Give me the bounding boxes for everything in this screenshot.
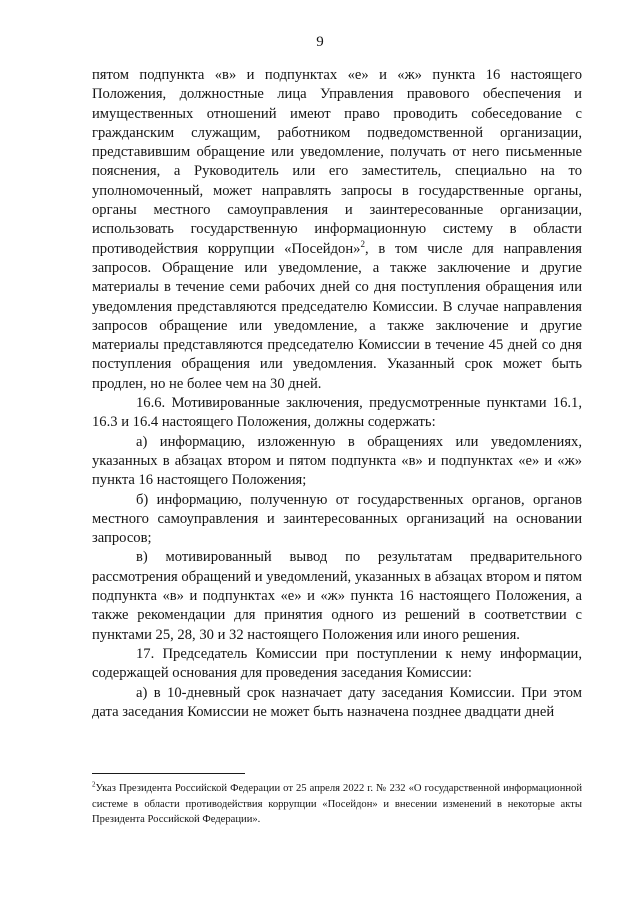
footnote-text: Указ Президента Российской Федерации от 25 апреля 2022 г. № 232 «О государственной информационной системе в области противодействия коррупции «Посейдон» и внесении изменений в некоторые акты Президента Российской Федерации».	[92, 783, 582, 825]
document-body	[92, 66, 582, 722]
list-item-a: а) информацию, изложенную в обращениях или уведомлениях, указанных в абзацах втором и пятом подпункта «в» и подпунктах «е» и «ж» пункта 16 настоящего Положения;	[92, 433, 582, 489]
list-item-17-a: а) в 10-дневный срок назначает дату заседания Комиссии. При этом дата заседания Комиссии не может быть назначена позднее двадцати дней	[92, 684, 582, 720]
paragraph-17: 17. Председатель Комиссии при поступлении к нему информации, содержащей основания для проведения заседания Комиссии:	[92, 645, 582, 682]
list-item-b: б) информацию, полученную от государственных органов, органов местного самоуправления и заинтересованных организаций на основании запросов;	[92, 491, 582, 547]
footnote-divider	[92, 773, 245, 774]
footnote-reference: 2	[360, 238, 365, 249]
list-item-v: в) мотивированный вывод по результатам предварительного рассмотрения обращений и уведомлений, указанных в абзацах втором и пятом подпункта «в» и подпунктах «е» и «ж» пункта 16 настоящего Положения, а также рекомендации для принятия одного из решений в соответствии с пунктами 25, 28, 30 и 32 настоящего Положения или иного решения.	[92, 549, 582, 643]
footnote	[92, 781, 582, 828]
footnote-mark: 2	[92, 780, 96, 789]
page-number: 9	[316, 34, 324, 50]
paragraph-text: пятом подпункта «в» и подпунктах «е» и «ж» пункта 16 настоящего Положения, должностные лица Управления правового обеспечения и имущественных отношений имеют право проводить собеседование с гражданским служащим, работником подведомственной организации, представившим обращение или уведомление, получать от него письменные пояснения, а Руководитель или его заместитель, специально на то уполномоченный, может направлять запросы в государственные органы, органы местного самоуправления и заинтересованные организации, использовать государственную информационную систему в области противодействия коррупции «Посейдон»	[92, 67, 582, 257]
paragraph-text-continued: , в том числе для направления запросов. Обращение или уведомление, а также заключение и другие материалы в течение семи рабочих дней со дня поступления обращения или уведомления представляются председателю Комиссии. В случае направления запросов обращение или уведомление, а также заключение и другие материалы представляются председателю Комиссии в течение 45 дней со дня поступления обращения или уведомления. Указанный срок может быть продлен, но не более чем на 30 дней.	[92, 240, 583, 392]
paragraph-continuation	[92, 66, 582, 394]
paragraph-16-6: 16.6. Мотивированные заключения, предусмотренные пунктами 16.1, 16.3 и 16.4 настоящего Положения, должны содержать:	[92, 395, 582, 431]
